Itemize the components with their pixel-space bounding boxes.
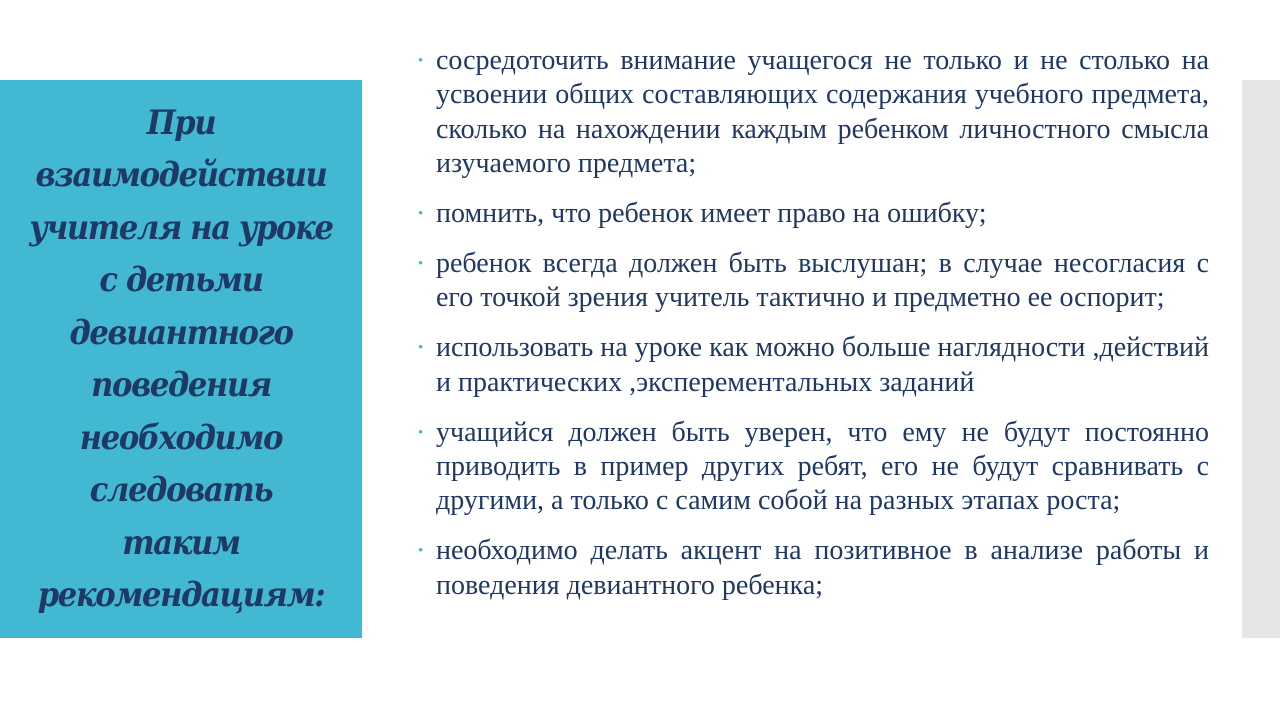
slide-title: При взаимодействии учителя на уроке с детьми девиантного поведения необходимо следовать таким рекомендациям: — [29, 102, 333, 615]
list-item — [414, 247, 1209, 316]
bullet-text: использовать на уроке как можно больше наглядности ,действий и практических ,эксперементальных заданий — [436, 332, 1209, 398]
list-item — [414, 197, 1209, 231]
recommendations-list — [414, 44, 1209, 619]
bullet-text: необходимо делать акцент на позитивное в анализе работы и поведения девиантного ребенка; — [436, 535, 1209, 601]
bullet-text: ребенок всегда должен быть выслушан; в случае несогласия с его точкой зрения учитель тактично и предметно ее оспорит; — [436, 248, 1209, 314]
bullet-text: помнить, что ребенок имеет право на ошибку; — [436, 198, 987, 230]
bullet-text: учащийся должен быть уверен, что ему не будут постоянно приводить в пример других ребят, его не будут сравнивать с другими, а только с самим собой на разных этапах роста; — [436, 416, 1209, 517]
list-item — [414, 534, 1209, 603]
bullet-icon: • — [418, 256, 424, 273]
list-item — [414, 331, 1209, 400]
bullet-icon: • — [418, 340, 424, 357]
bullet-text: сосредоточить внимание учащегося не только и не столько на усвоении общих составляющих содержания учебного предмета, сколько на нахождении каждым ребенком личностного смысла изучаемого предмета; — [436, 45, 1209, 180]
title-panel — [0, 80, 362, 638]
bullet-icon: • — [418, 424, 424, 441]
bullet-icon: • — [418, 206, 424, 223]
list-item — [414, 416, 1209, 519]
bullet-icon: • — [418, 53, 424, 69]
side-decor-strip — [1242, 80, 1280, 638]
list-item — [414, 44, 1209, 182]
bullet-icon: • — [418, 543, 424, 560]
